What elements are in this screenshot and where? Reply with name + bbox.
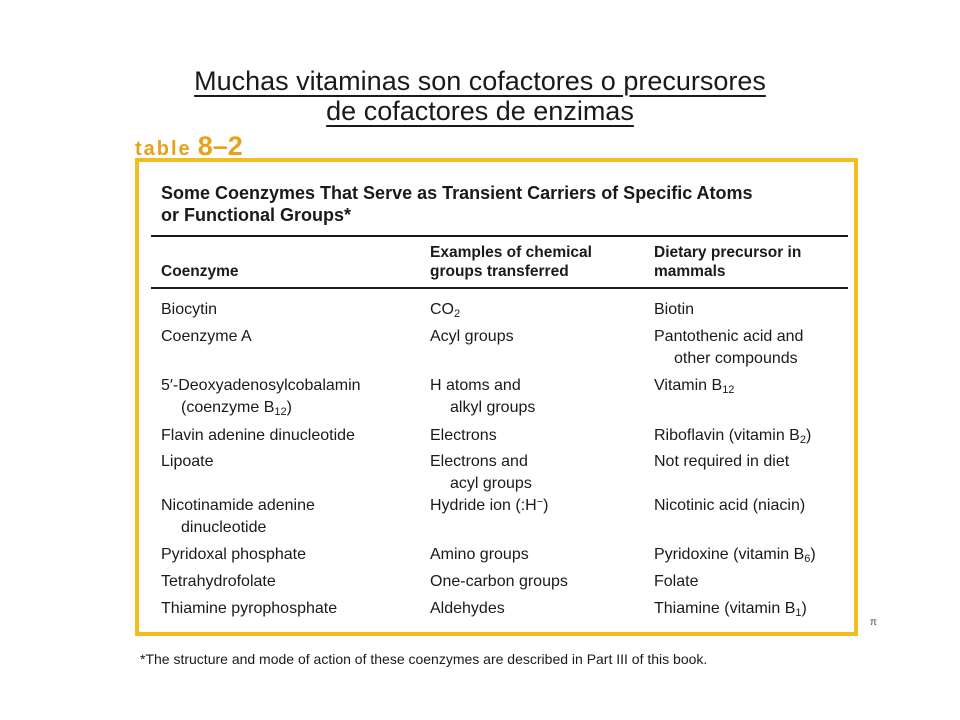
slide-title-line-1: Muchas vitaminas son cofactores o precursores: [194, 66, 766, 96]
header-groups-line-1: Examples of chemical: [430, 244, 592, 261]
precursor-cell: Pantothenic acid and other compounds: [654, 328, 804, 367]
table-frame: [135, 158, 858, 636]
header-groups: [430, 243, 640, 281]
group-cell: $CO_2$: [430, 301, 461, 320]
header-rule: [151, 287, 848, 289]
precursor-cell: Vitamin $B_{12}$: [654, 377, 735, 396]
precursor-cell: Riboflavin (vitamin $B_2$): [654, 427, 812, 446]
coenzyme-cell: Lipoate: [161, 453, 214, 470]
coenzyme-cell: 5′-Deoxyadenosylcobalamin (coenzyme $B_{12}$): [161, 377, 361, 418]
precursor-cell: Pyridoxine (vitamin $B_6$): [654, 546, 816, 565]
table-label-number: 8–2: [197, 131, 243, 161]
precursor-cell: Not required in diet: [654, 453, 790, 470]
corner-mark: π: [870, 617, 877, 628]
group-cell: H atoms and alkyl groups: [430, 377, 536, 416]
caption-line-2: or Functional Groups*: [161, 205, 352, 225]
coenzyme-cell: Thiamine pyrophosphate: [161, 600, 338, 617]
top-rule: [151, 235, 848, 237]
header-precursor-line-1: Dietary precursor in: [654, 244, 802, 261]
slide-title-line-2: de cofactores de enzimas: [326, 96, 634, 126]
precursor-cell: Nicotinic acid (niacin): [654, 497, 806, 514]
precursor-cell: Biotin: [654, 301, 695, 318]
coenzyme-cell: Pyridoxal phosphate: [161, 546, 306, 563]
header-coenzyme: Coenzyme: [161, 263, 239, 280]
group-cell: Electrons: [430, 427, 497, 444]
precursor-cell: Thiamine (vitamin $B_1$): [654, 600, 807, 619]
group-cell: One-carbon groups: [430, 573, 568, 590]
header-precursor: [654, 243, 854, 281]
group-cell: Acyl groups: [430, 328, 514, 345]
header-precursor-line-2: mammals: [654, 263, 726, 280]
group-cell: Aldehydes: [430, 600, 505, 617]
group-cell: Amino groups: [430, 546, 529, 563]
caption-line-1: Some Coenzymes That Serve as Transient Carriers of Specific Atoms: [161, 183, 753, 203]
coenzyme-cell: Biocytin: [161, 301, 218, 318]
coenzyme-cell: Nicotinamide adenine dinucleotide: [161, 497, 315, 536]
coenzyme-cell: Flavin adenine dinucleotide: [161, 427, 355, 444]
header-groups-line-2: groups transferred: [430, 263, 569, 280]
precursor-cell: Folate: [654, 573, 699, 590]
group-cell: Hydride ion (:H−): [430, 496, 549, 514]
table-caption: [161, 182, 841, 226]
coenzyme-cell: Tetrahydrofolate: [161, 573, 276, 590]
group-cell: Electrons and acyl groups: [430, 453, 532, 492]
coenzyme-cell: Coenzyme A: [161, 328, 252, 345]
slide-title: [0, 66, 960, 126]
table-label-word: table: [135, 138, 192, 160]
footnote: *The structure and mode of action of these coenzymes are described in Part III of this book.: [140, 651, 708, 667]
